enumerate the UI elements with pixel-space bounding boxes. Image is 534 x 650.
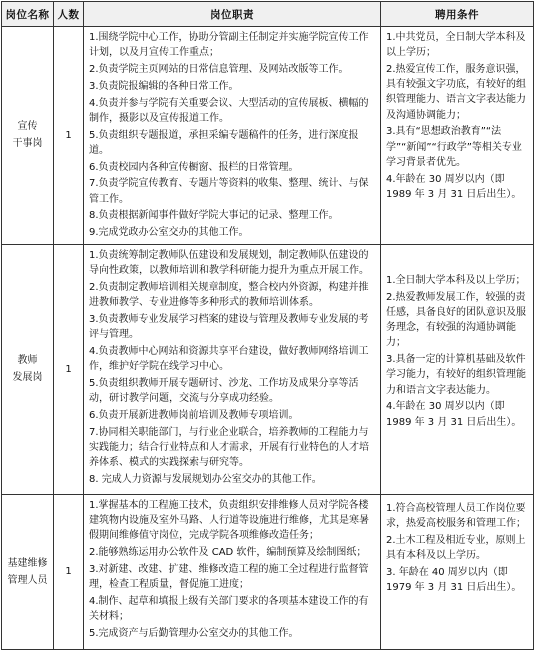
requirements-cell — [381, 244, 534, 494]
duty-item: 7.负责学院宣传教育、专题片等资料的收集、整理、统计、与保管工作。 — [89, 178, 369, 205]
headcount-cell: 1 — [54, 244, 84, 494]
duty-item: 3.对新建、改建、扩建、维修改造工程的施工全过程进行监督管理，检查工程质量，督促施工进度； — [89, 563, 369, 591]
header-requirements: 聘用条件 — [381, 2, 534, 27]
requirements-cell — [381, 494, 534, 649]
position-name-line: 发展岗 — [12, 372, 43, 384]
duty-item: 2.负责制定教师培训相关规章制度，整合校内外资源，构建并推进教师教学、专业进修等多种形式的教师培训体系。 — [89, 281, 369, 309]
duty-item: 3.负责教师专业发展学习档案的建设与管理及教师专业发展的考评与管理。 — [89, 313, 369, 341]
position-name-cell — [2, 27, 54, 245]
position-name-line: 教师 — [17, 355, 38, 367]
duty-item: 5.负责组织专题报道，承担采编专题稿件的任务，进行深度报道。 — [89, 129, 359, 156]
requirement-item: 3.具备一定的计算机基础及软件学习能力，有较好的组织管理能力和语言文字表达能力。 — [386, 354, 526, 396]
requirement-item: 4.年龄在 30 周岁以内（即 1989 年 3 月 31 日后出生）。 — [386, 401, 522, 428]
duty-item: 4.制作、起草和填报上级有关部门要求的各项基本建设工作的有关材料； — [89, 595, 369, 623]
table-row — [2, 27, 534, 245]
requirement-item: 4.年龄在 30 周岁以内（即 1989 年 3 月 31 日后出生）。 — [386, 173, 522, 200]
duty-item: 2.负责学院主页网站的日常信息管理、及网站改版等工作。 — [89, 64, 349, 75]
duties-cell — [84, 244, 381, 494]
requirement-item: 1.全日制大学本科及以上学历； — [386, 274, 526, 286]
duty-item: 7.协同相关职能部门，与行业企业联合，培养教师的工程能力与实践能力；结合行业特点和人才需求，开展有行业特色的人才培养体系、模式的实践探索与研究等。 — [89, 426, 369, 469]
duty-item: 8.负责根据新闻事件做好学院大事记的记录、整理工作。 — [89, 210, 339, 222]
headcount-cell: 1 — [54, 494, 84, 649]
duty-item: 4.负责并参与学院有关重要会议、大型活动的宣传展板、横幅的制作，摄影以及宣传报道工作。 — [89, 97, 369, 124]
duty-item: 2.能够熟练运用办公软件及 CAD 软件，编制预算及绘制图纸； — [89, 547, 367, 559]
duty-item: 4.负责教师中心网站和资源共享平台建设，做好教师网络培训工作，维护好学院在线学习中心。 — [89, 345, 369, 373]
position-name-line: 宣传 — [17, 121, 38, 133]
duty-item: 6.负责开展新进教师岗前培训及教师专项培训。 — [89, 409, 299, 421]
duty-item: 9.完成党政办公室交办的其他工作。 — [89, 227, 249, 239]
requirement-item: 2.土木工程及相近专业，原则上具有本科及以上学历。 — [386, 534, 526, 562]
requirement-item: 1.符合高校管理人员工作岗位要求，热爱高校服务和管理工作； — [386, 502, 526, 530]
duty-item: 1.掌握基本的工程施工技术，负责组织安排维修人员对学院各楼建筑物内设施及室外马路、人行道等设施进行维修，尤其是寒暑假期间维修值守岗位，完成学院各项维修改造任务； — [89, 499, 369, 542]
table-row — [2, 494, 534, 649]
duty-item: 5.完成资产与后勤管理办公室交办的其他工作。 — [89, 627, 299, 639]
duty-item: 6.负责校园内各种宣传橱窗、报栏的日常管理。 — [89, 161, 299, 173]
requirement-item: 2.热爱宣传工作，服务意识强，具有较强文字功底，有较好的组织管理能力、语言文字表达能力及沟通协调能力； — [386, 64, 526, 121]
requirement-item: 3. 年龄在 40 周岁以内（即 1979 年 3 月 31 日后出生）。 — [386, 566, 522, 594]
duty-item: 3.负责院报编辑的各种日常工作。 — [89, 80, 239, 92]
requirements-cell — [381, 27, 534, 245]
header-count: 人数 — [54, 2, 84, 27]
duty-item: 1.负责统筹制定教师队伍建设和发展规划，制定教师队伍建设的导向性政策，以教师培训和教学科研能力提升为重点开展工作。 — [89, 249, 369, 277]
position-name-line: 基建维修 — [7, 557, 48, 569]
recruitment-table — [1, 1, 534, 650]
requirement-item: 2.热爱教师发展工作，较强的责任感，具备良好的团队意识及服务理念，有较强的沟通协调能力； — [386, 291, 526, 349]
duty-item: 5.负责组织教师开展专题研讨、沙龙、工作坊及成果分享等活动，研讨教学问题，交流与分享成功经验。 — [89, 377, 359, 405]
requirement-item: 3.具有“思想政治教育”“法学”“新闻”“行政学”等相关专业学习背景者优先。 — [386, 126, 522, 168]
position-name-line: 干事岗 — [12, 138, 43, 150]
header-row — [2, 2, 534, 27]
table-row — [2, 244, 534, 494]
position-name-cell — [2, 494, 54, 649]
duties-cell — [84, 494, 381, 649]
position-name-line: 管理人员 — [7, 574, 48, 586]
requirement-item: 1.中共党员，全日制大学本科及以上学历； — [386, 32, 526, 59]
duties-cell — [84, 27, 381, 245]
duty-item: 1.围绕学院中心工作，协助分管副主任制定并实施学院宣传工作计划，以及月宣传工作重点； — [89, 32, 369, 59]
header-duties: 岗位职责 — [84, 2, 381, 27]
position-name-cell — [2, 244, 54, 494]
header-position: 岗位名称 — [2, 2, 54, 27]
duty-item: 8. 完成人力资源与发展规划办公室交办的其他工作。 — [89, 473, 322, 485]
headcount-cell: 1 — [54, 27, 84, 245]
